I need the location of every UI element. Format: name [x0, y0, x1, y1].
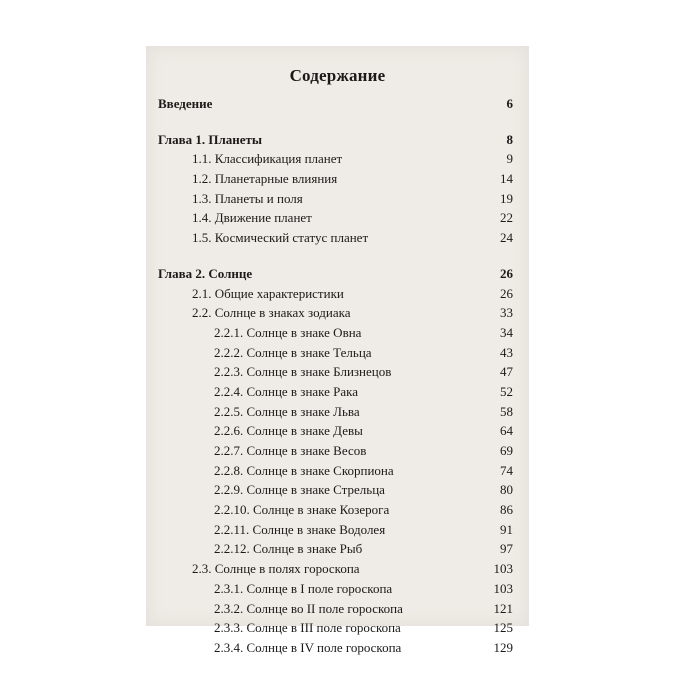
toc-entry-page: 26	[500, 285, 513, 301]
toc-entry	[158, 618, 513, 638]
toc-entry-page: 14	[500, 171, 513, 187]
toc-entry	[158, 149, 513, 169]
section-gap	[158, 114, 513, 130]
toc-entry-page: 64	[500, 423, 513, 439]
toc-entry-label: 2.2.1. Солнце в знаке Овна	[214, 324, 362, 340]
page-title: Содержание	[289, 66, 386, 85]
toc-entry-page: 34	[500, 324, 513, 340]
toc-entry-page: 8	[506, 131, 513, 147]
toc-entry	[158, 228, 513, 248]
toc-entry-page: 91	[500, 521, 513, 537]
toc-entry	[158, 189, 513, 209]
toc-entry	[158, 421, 513, 441]
toc-entry	[158, 382, 513, 402]
toc-entry-label: 2.3.2. Солнце во II поле гороскопа	[214, 600, 403, 616]
toc-entry-label: Глава 1. Планеты	[158, 131, 263, 147]
toc-entry-page: 121	[493, 600, 513, 616]
book-page	[146, 46, 529, 655]
toc-entry-page: 19	[500, 190, 513, 206]
toc-entry-label: 2.2.10. Солнце в знаке Козерога	[214, 502, 390, 518]
toc-entry	[158, 441, 513, 461]
toc-entry	[158, 402, 513, 422]
toc-entry-page: 26	[500, 265, 513, 281]
toc-entry-label: 2.1. Общие характеристики	[192, 285, 344, 301]
toc-entry-label: Введение	[158, 96, 213, 111]
toc-entry-page: 74	[500, 462, 513, 478]
toc-entry-label: 2.2.11. Солнце в знаке Водолея	[214, 521, 386, 537]
toc-entry	[158, 323, 513, 343]
toc-entry-label: 2.2.4. Солнце в знаке Рака	[214, 383, 359, 399]
toc-entry	[158, 461, 513, 481]
toc-entry-page: 103	[493, 561, 513, 577]
toc-entry-label: 1.5. Космический статус планет	[192, 230, 369, 246]
toc-entry	[158, 599, 513, 619]
toc-entry-page: 125	[493, 620, 513, 636]
toc-entry	[158, 362, 513, 382]
toc-entry-label: 2.2.7. Солнце в знаке Весов	[214, 443, 367, 458]
toc-entry-label: 2.2.6. Солнце в знаке Девы	[214, 423, 363, 439]
toc-entry	[158, 539, 513, 559]
toc-entry	[158, 208, 513, 228]
toc-entry-label: 2.2.8. Солнце в знаке Скорпиона	[214, 462, 394, 478]
toc-entry-label: 2.2.5. Солнце в знаке Льва	[214, 403, 360, 419]
toc-entry-label: 2.3. Солнце в полях гороскопа	[192, 561, 360, 577]
toc-entry-page: 80	[500, 482, 513, 498]
toc-entry-page: 9	[506, 151, 513, 167]
toc-entry	[158, 579, 513, 599]
toc-entry-page: 47	[500, 364, 513, 380]
toc-entry-page: 6	[506, 96, 513, 111]
toc-entry-introduction	[158, 94, 513, 114]
toc-entry	[158, 284, 513, 304]
table-of-contents	[158, 94, 513, 658]
toc-entry	[158, 520, 513, 540]
toc-entry-label: 1.1. Классификация планет	[192, 151, 343, 167]
toc-entry	[158, 169, 513, 189]
toc-entry-page: 43	[500, 344, 513, 360]
toc-entry-label: 2.3.4. Солнце в IV поле гороскопа	[214, 639, 402, 655]
toc-entry-page: 22	[500, 210, 513, 226]
toc-entry-label: 1.4. Движение планет	[192, 210, 312, 226]
toc-entry-page: 24	[500, 230, 513, 246]
toc-entry-page: 33	[500, 305, 513, 321]
toc-entry-chapter-2	[158, 264, 513, 284]
toc-entry-label: 2.2.9. Солнце в знаке Стрельца	[214, 482, 385, 498]
toc-entry-page: 52	[500, 383, 513, 399]
toc-entry	[158, 638, 513, 658]
toc-entry-label: 1.3. Планеты и поля	[192, 190, 303, 206]
toc-entry-page: 69	[500, 443, 513, 458]
toc-entry	[158, 343, 513, 363]
section-gap	[158, 248, 513, 264]
toc-entry-label: 2.2. Солнце в знаках зодиака	[192, 305, 351, 321]
toc-entry	[158, 559, 513, 579]
toc-entry-page: 103	[493, 580, 513, 596]
toc-entry-label: Глава 2. Солнце	[158, 265, 253, 281]
toc-entry	[158, 303, 513, 323]
toc-entry-page: 97	[500, 541, 513, 557]
toc-entry-page: 58	[500, 403, 513, 419]
toc-entry-page: 86	[500, 502, 513, 518]
toc-entry-chapter-1	[158, 130, 513, 150]
toc-entry-label: 2.2.3. Солнце в знаке Близнецов	[214, 364, 392, 380]
toc-entry-label: 1.2. Планетарные влияния	[192, 171, 338, 187]
toc-entry-label: 2.2.12. Солнце в знаке Рыб	[214, 541, 363, 557]
toc-entry-label: 2.2.2. Солнце в знаке Тельца	[214, 344, 372, 360]
toc-entry-page: 129	[493, 639, 513, 655]
toc-entry	[158, 480, 513, 500]
toc-entry-label: 2.3.1. Солнце в I поле гороскопа	[214, 580, 393, 596]
toc-entry-label: 2.3.3. Солнце в III поле гороскопа	[214, 620, 401, 636]
toc-entry	[158, 500, 513, 520]
